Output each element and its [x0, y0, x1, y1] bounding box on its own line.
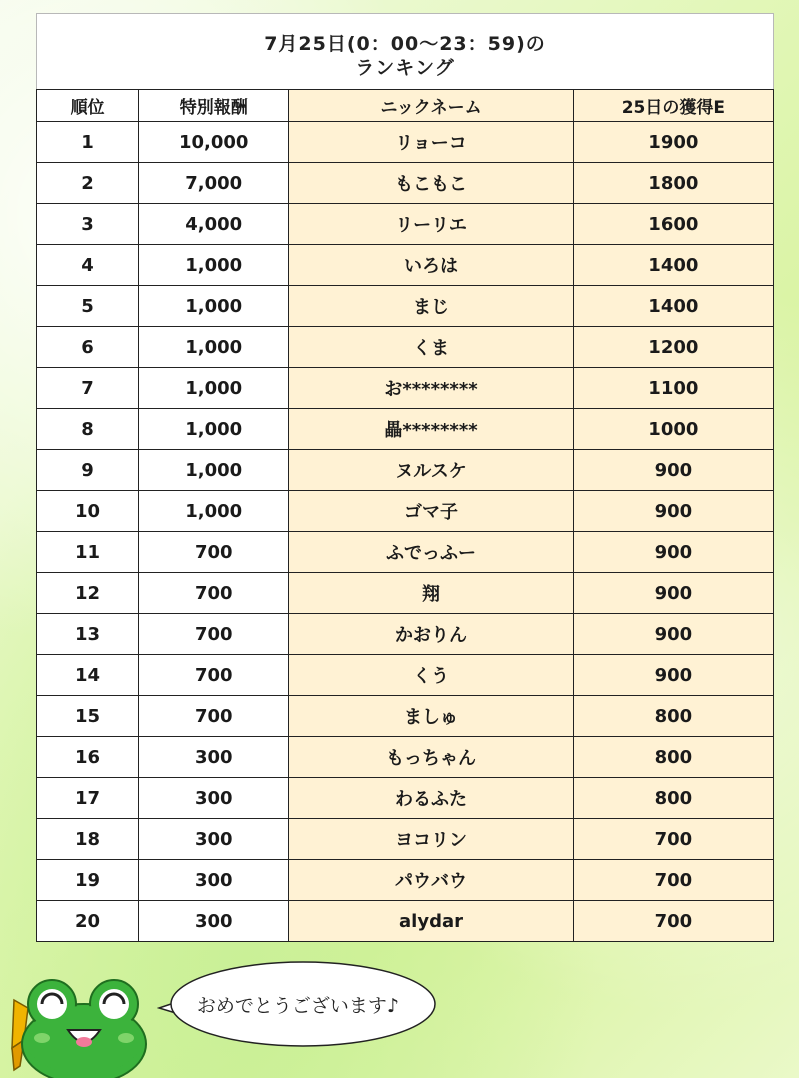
frog-mascot-icon	[10, 978, 150, 1078]
cell-rank: 1	[37, 122, 139, 163]
cell-earned: 700	[573, 860, 773, 901]
cell-nickname: ふでっふー	[289, 532, 573, 573]
ranking-title-line1: 7月25日(0：00～23：59)の	[264, 33, 546, 55]
cell-nickname: 翔	[289, 573, 573, 614]
cell-earned: 800	[573, 696, 773, 737]
cell-nickname: わるふた	[289, 778, 573, 819]
cell-nickname: ヨコリン	[289, 819, 573, 860]
cell-reward: 700	[139, 614, 289, 655]
cell-earned: 1900	[573, 122, 773, 163]
table-row	[37, 778, 774, 819]
cell-earned: 1600	[573, 204, 773, 245]
cell-rank: 8	[37, 409, 139, 450]
table-row	[37, 737, 774, 778]
cell-nickname: くま	[289, 327, 573, 368]
cell-nickname: もこもこ	[289, 163, 573, 204]
cell-rank: 9	[37, 450, 139, 491]
table-row	[37, 614, 774, 655]
cell-earned: 700	[573, 819, 773, 860]
cell-nickname: まじ	[289, 286, 573, 327]
cell-rank: 16	[37, 737, 139, 778]
table-row	[37, 573, 774, 614]
cell-earned: 1100	[573, 368, 773, 409]
cell-reward: 1,000	[139, 491, 289, 532]
header-nickname: ニックネーム	[289, 90, 573, 122]
cell-rank: 6	[37, 327, 139, 368]
cell-rank: 18	[37, 819, 139, 860]
cell-earned: 1000	[573, 409, 773, 450]
ranking-sheet	[36, 13, 774, 942]
table-row	[37, 245, 774, 286]
cell-earned: 900	[573, 614, 773, 655]
table-row	[37, 532, 774, 573]
cell-rank: 13	[37, 614, 139, 655]
table-header-row	[37, 90, 774, 122]
cell-earned: 1400	[573, 245, 773, 286]
cell-nickname: リーリエ	[289, 204, 573, 245]
cell-reward: 1,000	[139, 245, 289, 286]
table-row	[37, 860, 774, 901]
cell-earned: 900	[573, 491, 773, 532]
table-row	[37, 696, 774, 737]
table-row	[37, 204, 774, 245]
cell-nickname: ましゅ	[289, 696, 573, 737]
cell-earned: 1800	[573, 163, 773, 204]
cell-nickname: リョーコ	[289, 122, 573, 163]
table-row	[37, 655, 774, 696]
header-earned: 25日の獲得E	[573, 90, 773, 122]
cell-rank: 3	[37, 204, 139, 245]
ranking-title-line2: ランキング	[355, 57, 455, 79]
cell-earned: 900	[573, 450, 773, 491]
table-row	[37, 368, 774, 409]
cell-earned: 900	[573, 532, 773, 573]
table-row	[37, 819, 774, 860]
header-reward: 特別報酬	[139, 90, 289, 122]
cell-reward: 1,000	[139, 327, 289, 368]
cell-earned: 900	[573, 655, 773, 696]
cell-reward: 300	[139, 901, 289, 942]
cell-earned: 1200	[573, 327, 773, 368]
cell-reward: 1,000	[139, 450, 289, 491]
cell-nickname: ヌルスケ	[289, 450, 573, 491]
cell-rank: 19	[37, 860, 139, 901]
cell-rank: 4	[37, 245, 139, 286]
cell-rank: 11	[37, 532, 139, 573]
cell-reward: 1,000	[139, 409, 289, 450]
cell-nickname: 畾********	[289, 409, 573, 450]
cell-reward: 7,000	[139, 163, 289, 204]
cell-earned: 800	[573, 737, 773, 778]
cell-rank: 2	[37, 163, 139, 204]
table-row	[37, 122, 774, 163]
cell-reward: 300	[139, 860, 289, 901]
cell-rank: 12	[37, 573, 139, 614]
table-row	[37, 450, 774, 491]
table-row	[37, 491, 774, 532]
cell-rank: 20	[37, 901, 139, 942]
table-row	[37, 327, 774, 368]
cell-reward: 1,000	[139, 286, 289, 327]
cell-earned: 800	[573, 778, 773, 819]
cell-nickname: お********	[289, 368, 573, 409]
cell-rank: 15	[37, 696, 139, 737]
cell-rank: 17	[37, 778, 139, 819]
cell-reward: 700	[139, 655, 289, 696]
cell-earned: 1400	[573, 286, 773, 327]
cell-nickname: かおりん	[289, 614, 573, 655]
cell-reward: 4,000	[139, 204, 289, 245]
cell-reward: 700	[139, 573, 289, 614]
cell-rank: 7	[37, 368, 139, 409]
cell-rank: 14	[37, 655, 139, 696]
cell-nickname: くう	[289, 655, 573, 696]
cell-rank: 5	[37, 286, 139, 327]
cell-reward: 10,000	[139, 122, 289, 163]
cell-reward: 700	[139, 696, 289, 737]
table-row	[37, 286, 774, 327]
table-row	[37, 901, 774, 942]
speech-bubble-text: おめでとうございます♪	[196, 994, 400, 1017]
cell-nickname: いろは	[289, 245, 573, 286]
cell-nickname: もっちゃん	[289, 737, 573, 778]
ranking-table	[36, 89, 774, 942]
table-row	[37, 163, 774, 204]
cell-nickname: alydar	[289, 901, 573, 942]
cell-earned: 900	[573, 573, 773, 614]
cell-reward: 300	[139, 737, 289, 778]
cell-reward: 1,000	[139, 368, 289, 409]
cell-reward: 300	[139, 778, 289, 819]
table-row	[37, 409, 774, 450]
cell-earned: 700	[573, 901, 773, 942]
ranking-table-body	[37, 122, 774, 942]
cell-rank: 10	[37, 491, 139, 532]
ranking-title	[36, 13, 774, 89]
cell-reward: 700	[139, 532, 289, 573]
header-rank: 順位	[37, 90, 139, 122]
cell-nickname: パウバウ	[289, 860, 573, 901]
cell-reward: 300	[139, 819, 289, 860]
cell-nickname: ゴマ子	[289, 491, 573, 532]
